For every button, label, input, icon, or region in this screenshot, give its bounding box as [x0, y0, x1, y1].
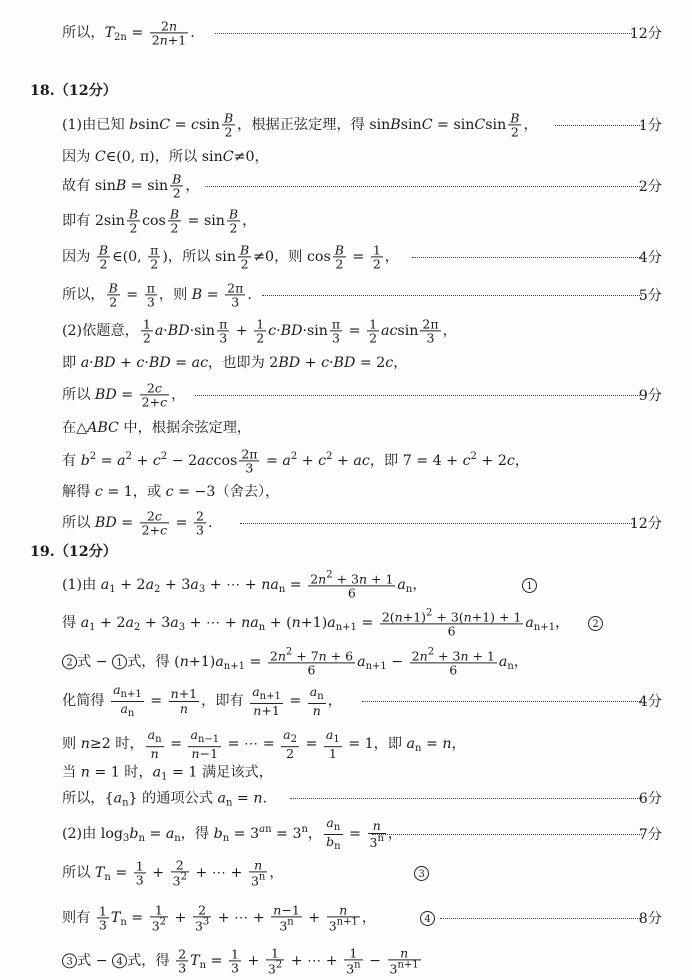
line-26-text: 则有 $\frac{1}{3}$ $T_n$ = $\frac{1}{3^2}$ + $\frac{2}{3^3}$ + ⋯ + $\frac{n-1}{3^n}$ + $\frac{n}{3^{n+1}}$ ， — [62, 902, 377, 934]
score-label: 4分 — [638, 250, 662, 266]
line-7 — [0, 242, 692, 272]
dot-leader — [412, 257, 642, 258]
line-14 — [0, 476, 692, 506]
line-17-text: (1)由 $a_1 + 2a_2 + 3a_3$ + ⋯ + $na_n$ = $\frac{2n^2 + 3n + 1}{6}$ $a_n$， — [62, 569, 427, 601]
line-1 — [0, 18, 692, 48]
question-19-heading — [0, 536, 692, 566]
score-label: 6分 — [638, 791, 662, 807]
dot-leader — [440, 918, 642, 919]
line-3 — [0, 110, 692, 140]
line-3-text: (1)由已知 bsinC = csin $\frac{B}{2}$ ，根据正弦定理，得 sinBsinC = sinCsin $\frac{B}{2}$ ， — [62, 110, 538, 140]
line-27 — [0, 946, 692, 976]
line-11-text: 所以 BD = $\frac{2c}{2+c}$ ， — [62, 380, 186, 410]
line-10-text: 即 a·BD + c·BD = ac，也即为 2BD + c·BD = 2c， — [62, 355, 408, 371]
line-23-text: 所以，$\{a_n\}$ 的通项公式 $a_n = n$. — [62, 790, 267, 809]
score-label: 5分 — [638, 288, 662, 304]
line-18 — [0, 608, 692, 638]
line-17 — [0, 570, 692, 600]
line-22-text: 当 n = 1 时，$a_1 = 1$ 满足该式， — [62, 764, 273, 783]
line-8 — [0, 280, 692, 310]
line-26 — [0, 903, 692, 933]
line-20-text: 化简得 $\frac{a_{n+1}}{a_n}$ = $\frac{n+1}{n}$ ，即有 $\frac{a_{n+1}}{n+1}$ = $\frac{a_n}{n}$ ， — [62, 682, 342, 719]
line-13-text: 有 $b^2 = a^2 + c^2 - 2accos$ $\frac{2\pi}{3}$ = $a^2 + c^2$ + ac，即 $7 = 4 + c^2 + 2c$， — [62, 446, 530, 476]
dot-leader — [362, 701, 642, 702]
score-label: 2分 — [638, 179, 662, 195]
line-23 — [0, 783, 692, 813]
score-label: 9分 — [638, 388, 662, 404]
line-21-text: 则 n≥2 时， $\frac{a_n}{n}$ = $\frac{a_{n-1}}{n-1}$ = ⋯ = $\frac{a_2}{2}$ = $\frac{a_1}{1}$ = 1，即 $a_n = n$， — [62, 727, 466, 761]
dot-leader — [215, 33, 632, 34]
line-13 — [0, 446, 692, 476]
line-11 — [0, 380, 692, 410]
line-14-text: 解得 c = 1，或 c = −3（舍去）， — [62, 484, 280, 500]
dot-leader — [262, 295, 642, 296]
line-25 — [0, 858, 692, 888]
equation-number-1: 1 — [522, 577, 537, 593]
line-20 — [0, 682, 692, 719]
line-24-text: (2)由 $\log_3b_n = a_n$，得 $b_n = 3^{an} = 3^n$， $\frac{a_n}{b_n}$ = $\frac{n}{3^n}$ ， — [62, 815, 403, 852]
line-4 — [0, 141, 692, 171]
dot-leader — [205, 186, 642, 187]
line-12 — [0, 412, 692, 442]
line-5-text: 故有 sinB = sin $\frac{B}{2}$ ， — [62, 171, 200, 201]
dot-leader — [372, 834, 642, 835]
line-5 — [0, 171, 692, 201]
dot-leader — [195, 395, 642, 396]
equation-number-2: 2 — [588, 615, 603, 631]
line-15 — [0, 508, 692, 538]
line-12-text: 在△ABC 中，根据余弦定理， — [62, 420, 252, 436]
line-8-text: 所以， $\frac{B}{2}$ = $\frac{\pi}{3}$ ，则 B = $\frac{2\pi}{3}$ . — [62, 280, 252, 310]
line-10 — [0, 347, 692, 377]
line-27-text: 3 式 − 4 式，得 $\frac{2}{3}$ $T_n$ = $\frac{1}{3}$ + $\frac{1}{3^2}$ + ⋯ + $\frac{1}{3^n}$ − $\frac{n}{3^{n+1}}$ — [62, 946, 423, 975]
score-label: 7分 — [638, 827, 662, 843]
line-18-text: 得 $a_1 + 2a_2 + 3a_3$ + ⋯ + $na_n + (n+1)a_{n+1}$ = $\frac{2(n+1)^2 + 3(n+1) + 1}{6}$ $a_{n+1}$， — [62, 607, 570, 639]
line-19 — [0, 647, 692, 677]
dot-leader — [240, 523, 634, 524]
equation-number-3: 3 — [414, 865, 429, 881]
score-label: 12分 — [629, 516, 662, 532]
line-7-text: 因为 $\frac{B}{2}$ ∈(0, $\frac{\pi}{2}$ )，所以 sin $\frac{B}{2}$ ≠0，则 cos $\frac{B}{2}$ = $\frac{1}{2}$ ， — [62, 242, 399, 272]
question-number: 19.（12分） — [30, 544, 117, 560]
line-19-text: 2 式 − 1 式，得 $(n+1)a_{n+1}$ = $\frac{2n^2 + 7n + 6}{6}$ $a_{n+1}$ − $\frac{2n^2 + 3n + 1}{6}$ $a_n$， — [62, 647, 528, 676]
line-9-text: (2)依题意， $\frac{1}{2}$ a·BD·sin $\frac{\pi}{3}$ + $\frac{1}{2}$ c·BD·sin $\frac{\pi}{3}$ = $\frac{1}{2}$ acsin $\frac{2\pi}{3}$ ， — [62, 316, 457, 346]
dot-leader — [555, 125, 642, 126]
score-label: 12分 — [629, 26, 662, 42]
line-4-text: 因为 C∈(0, π)，所以 sinC≠0， — [62, 149, 269, 165]
line-9 — [0, 316, 692, 346]
score-label: 4分 — [638, 694, 662, 710]
line-1-text: 所以，$T_{2n}$ = $\frac{2n}{2n+1}$ . — [62, 18, 195, 48]
line-25-text: 所以 $T_n$ = $\frac{1}{3}$ + $\frac{2}{3^2}$ + ⋯ + $\frac{n}{3^n}$ ， — [62, 857, 284, 889]
line-24 — [0, 815, 692, 852]
line-15-text: 所以 BD = $\frac{2c}{2+c}$ = $\frac{2}{3}$ . — [62, 508, 213, 538]
score-label: 8分 — [638, 911, 662, 927]
line-6 — [0, 206, 692, 236]
dot-leader — [290, 798, 642, 799]
line-6-text: 即有 2sin $\frac{B}{2}$ cos $\frac{B}{2}$ = sin $\frac{B}{2}$ ， — [62, 206, 257, 236]
question-number: 18.（12分） — [30, 83, 117, 99]
line-21 — [0, 729, 692, 759]
question-18-heading — [0, 75, 692, 105]
score-label: 1分 — [638, 118, 662, 134]
equation-number-4: 4 — [420, 910, 435, 926]
